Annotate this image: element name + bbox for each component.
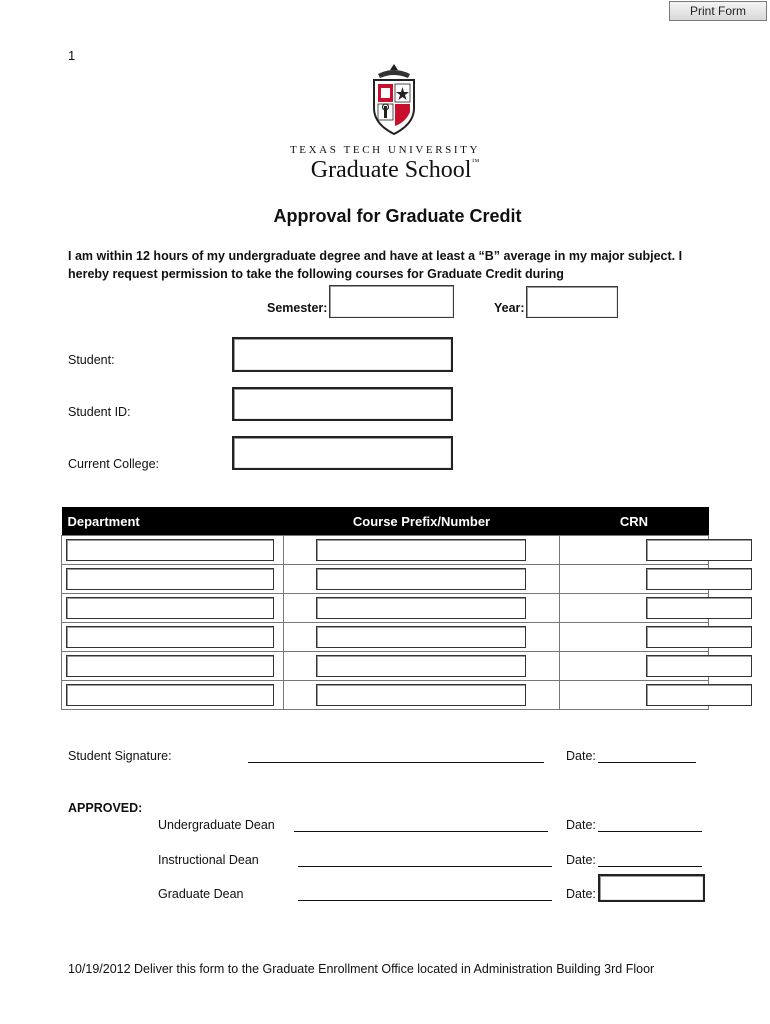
department-input[interactable] <box>66 568 274 590</box>
course-input[interactable] <box>316 597 526 619</box>
crn-input[interactable] <box>646 568 752 590</box>
crn-header: CRN <box>560 507 709 536</box>
student-signature-line[interactable] <box>248 762 544 763</box>
department-input[interactable] <box>66 626 274 648</box>
crn-input[interactable] <box>646 684 752 706</box>
signature-date-line[interactable] <box>598 762 696 763</box>
course-input[interactable] <box>316 539 526 561</box>
courses-table <box>61 507 709 710</box>
table-row <box>62 623 709 652</box>
crn-input[interactable] <box>646 655 752 677</box>
graduate-dean-date-label: Date: <box>566 887 596 901</box>
form-title: Approval for Graduate Credit <box>273 206 522 226</box>
student-field[interactable] <box>232 337 453 372</box>
footer-note: 10/19/2012 Deliver this form to the Graduate Enrollment Office located in Administration Building 3rd Floor <box>68 962 655 976</box>
undergraduate-dean-date-line[interactable] <box>598 831 702 832</box>
current-college-field[interactable] <box>232 436 453 470</box>
print-form-button[interactable]: Print Form <box>669 1 767 21</box>
crn-input[interactable] <box>646 539 752 561</box>
year-label: Year: <box>494 301 525 315</box>
undergraduate-dean-date-label: Date: <box>566 818 596 832</box>
school-name: Graduate School™ <box>310 157 480 183</box>
crn-input[interactable] <box>646 626 752 648</box>
semester-field[interactable] <box>329 285 454 318</box>
student-signature-label: Student Signature: <box>68 749 172 763</box>
course-input[interactable] <box>316 568 526 590</box>
student-id-label: Student ID: <box>68 405 131 419</box>
department-input[interactable] <box>66 597 274 619</box>
table-row <box>62 681 709 710</box>
department-input[interactable] <box>66 539 274 561</box>
course-input[interactable] <box>316 626 526 648</box>
department-input[interactable] <box>66 655 274 677</box>
course-input[interactable] <box>316 684 526 706</box>
signature-date-label: Date: <box>566 749 596 763</box>
table-row <box>62 652 709 681</box>
university-name: TEXAS TECH UNIVERSITY <box>289 144 481 156</box>
graduate-dean-date-field[interactable] <box>598 874 705 902</box>
table-row <box>62 594 709 623</box>
instructional-dean-date-line[interactable] <box>598 866 702 867</box>
instructional-dean-date-label: Date: <box>566 853 596 867</box>
current-college-label: Current College: <box>68 457 160 471</box>
page-number: 1 <box>68 48 76 63</box>
table-row <box>62 565 709 594</box>
student-id-field[interactable] <box>232 387 453 421</box>
course-header: Course Prefix/Number <box>284 507 560 536</box>
ttu-shield-logo <box>368 62 420 136</box>
crn-input[interactable] <box>646 597 752 619</box>
instructional-dean-label: Instructional Dean <box>158 853 259 867</box>
graduate-dean-label: Graduate Dean <box>158 887 244 901</box>
intro-text: I am within 12 hours of my undergraduate degree and have at least a “B” average in my major subject. I hereby request permission to take the following courses for Graduate Credit during <box>68 249 683 281</box>
undergraduate-dean-label: Undergraduate Dean <box>158 818 275 832</box>
student-label: Student: <box>68 353 115 367</box>
approved-label: APPROVED: <box>68 801 143 815</box>
year-field[interactable] <box>526 286 618 318</box>
course-input[interactable] <box>316 655 526 677</box>
department-input[interactable] <box>66 684 274 706</box>
instructional-dean-signature-line[interactable] <box>298 866 552 867</box>
department-header: Department <box>62 507 284 536</box>
graduate-dean-signature-line[interactable] <box>298 900 552 901</box>
undergraduate-dean-signature-line[interactable] <box>294 831 548 832</box>
table-row <box>62 536 709 565</box>
semester-label: Semester: <box>267 301 328 315</box>
